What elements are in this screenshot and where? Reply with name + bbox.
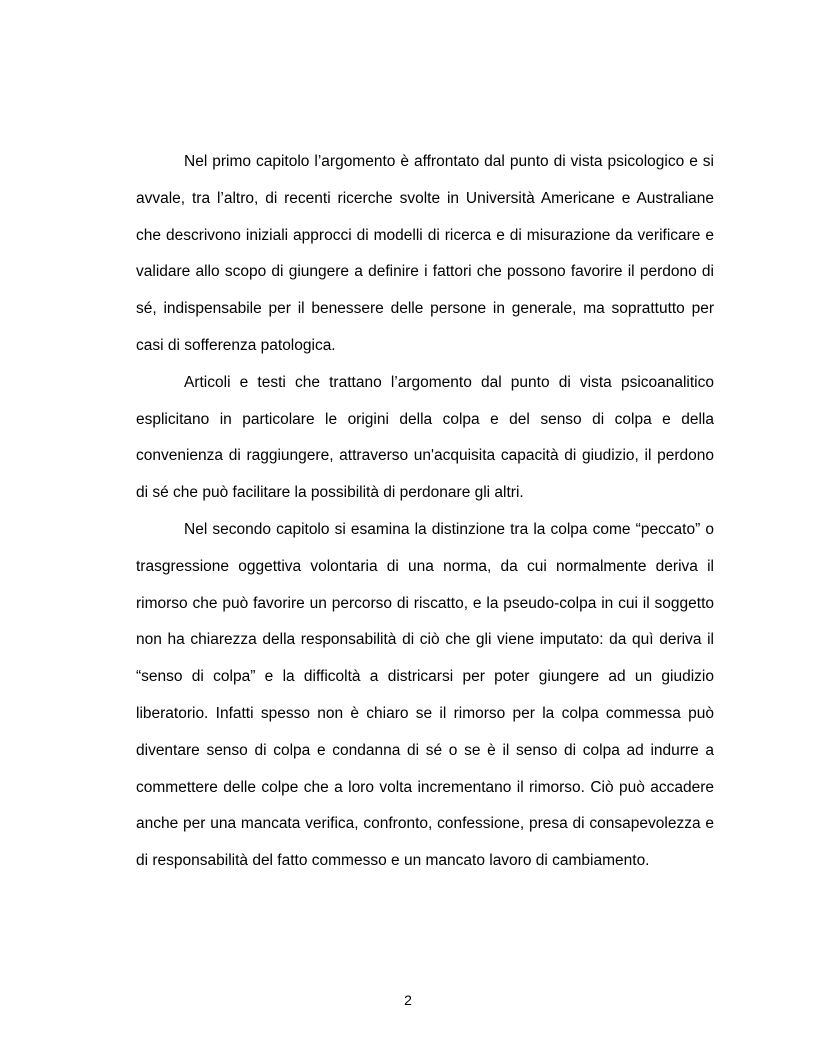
body-text [136, 144, 714, 880]
paragraph-3: Nel secondo capitolo si esamina la distinzione tra la colpa come “peccato” o trasgressione oggettiva volontaria di una norma, da cui normalmente deriva il rimorso che può favorire un percorso di riscatto, e la pseudo-colpa in cui il soggetto non ha chiarezza della responsabilità di ciò che gli viene imputato: da quì deriva il “senso di colpa” e la difficoltà a districarsi per poter giungere ad un giudizio liberatorio. Infatti spesso non è chiaro se il rimorso per la colpa commessa può diventare senso di colpa e condanna di sé o se è il senso di colpa ad indurre a commettere delle colpe che a loro volta incrementano il rimorso. Ciò può accadere anche per una mancata verifica, confronto, confessione, presa di consapevolezza e di responsabilità del fatto commesso e un mancato lavoro di cambiamento. [136, 520, 714, 870]
page-number: 2 [404, 992, 412, 1008]
paragraph-2: Articoli e testi che trattano l’argomento dal punto di vista psicoanalitico esplicitano in particolare le origini della colpa e del senso di colpa e della convenienza di raggiungere, attraverso un'acquisita capacità di giudizio, il perdono di sé che può facilitare la possibilità di perdonare gli altri. [136, 373, 714, 502]
paragraph-1: Nel primo capitolo l’argomento è affrontato dal punto di vista psicologico e si avvale, tra l’altro, di recenti ricerche svolte in Università Americane e Australiane che descrivono iniziali approcci di modelli di ricerca e di misurazione da verificare e validare allo scopo di giungere a definire i fattori che possono favorire il perdono di sé, indispensabile per il benessere delle persone in generale, ma soprattutto per casi di sofferenza patologica. [136, 153, 714, 354]
